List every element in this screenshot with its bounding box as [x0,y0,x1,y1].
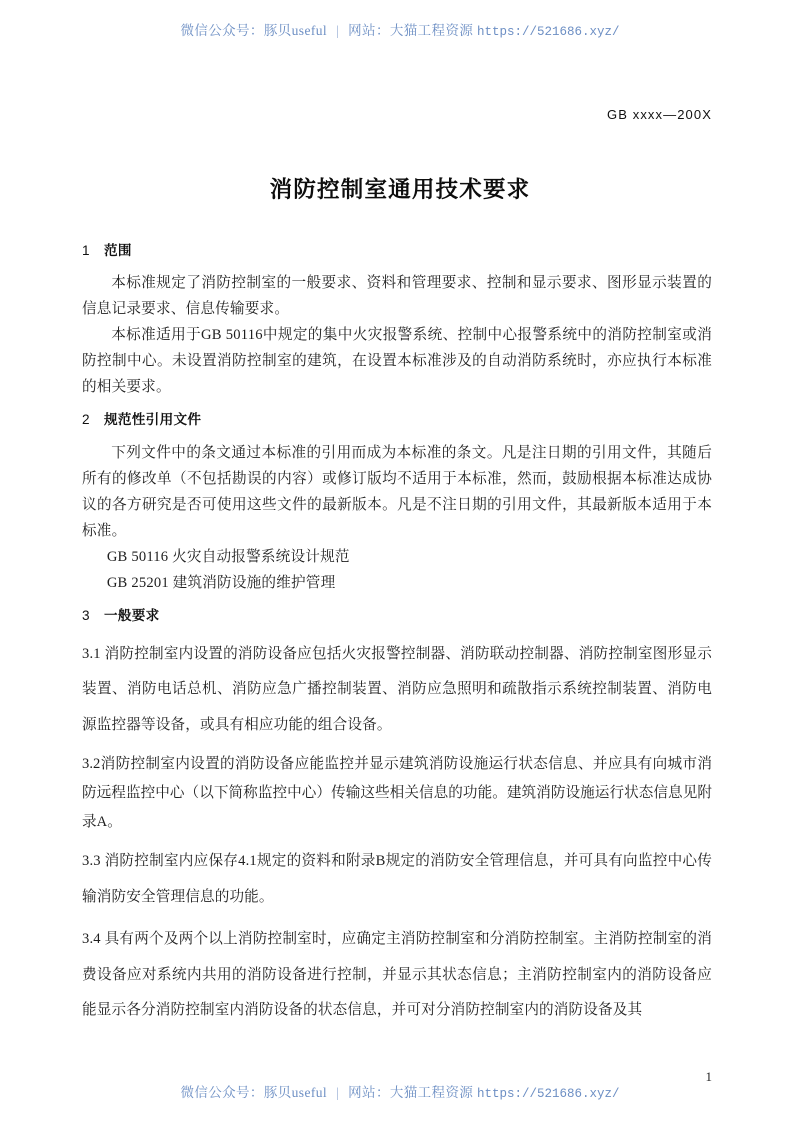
page-number: 1 [705,1069,712,1084]
watermark-separator: | [336,1085,340,1100]
section-heading-3 [82,608,712,624]
reference-item-gb50116: GB 50116 火灾自动报警系统设计规范 [106,548,350,565]
clause-3-2: 3.2消防控制室内设置的消防设备应能监控并显示建筑消防设施运行状态信息、并应具有向城市消防远程监控中心（以下简称监控中心）传输这些相关信息的功能。建筑消防设施运行状态信息见附录A。 [82,756,712,831]
watermark-wechat-label: 微信公众号：豚贝useful [180,23,328,38]
watermark-site-label: 网站：大猫工程资源 [348,23,474,38]
section-1-paragraph-2: 本标准适用于GB 50116中规定的集中火灾报警系统、控制中心报警系统中的消防控制室或消防控制中心。未设置消防控制室的建筑，在设置本标准涉及的自动消防系统时，亦应执行本标准的相关要求。 [82,327,712,396]
section-1-paragraph-1: 本标准规定了消防控制室的一般要求、资料和管理要求、控制和显示要求、图形显示装置的信息记录要求、信息传输要求。 [82,275,712,318]
standard-number: GB xxxx—200X [607,107,712,122]
header-watermark [0,19,800,39]
section-heading-2 [82,412,712,428]
watermark-url[interactable]: https://521686.xyz/ [477,1087,620,1101]
section-number-2: 2 [82,412,90,428]
watermark-wechat-label: 微信公众号：豚贝useful [180,1085,328,1100]
page-title: 消防控制室通用技术要求 [269,177,531,202]
footer-watermark [0,1081,800,1101]
watermark-site-label: 网站：大猫工程资源 [348,1085,474,1100]
section-heading-1 [82,243,712,259]
section-title-2: 规范性引用文件 [104,412,202,428]
clause-3-3: 3.3 消防控制室内应保存4.1规定的资料和附录B规定的消防安全管理信息，并可具有向监控中心传输消防安全管理信息的功能。 [82,853,712,905]
section-number-1: 1 [82,243,90,258]
reference-item-gb25201: GB 25201 建筑消防设施的维护管理 [106,574,336,591]
clause-3-1: 3.1 消防控制室内设置的消防设备应包括火灾报警控制器、消防联动控制器、消防控制室图形显示装置、消防电话总机、消防应急广播控制装置、消防应急照明和疏散指示系统控制装置、消防电源监控器等设备，或具有相应功能的组合设备。 [82,645,712,733]
clause-3-4: 3.4 具有两个及两个以上消防控制室时，应确定主消防控制室和分消防控制室。主消防控制室的消费设备应对系统内共用的消防设备进行控制，并显示其状态信息；主消防控制室内的消防设备应能显示各分消防控制室内消防设备的状态信息，并可对分消防控制室内的消防设备及其 [82,931,712,1019]
section-number-3: 3 [82,607,90,623]
document-body [82,243,712,1029]
section-title-1: 范围 [104,243,132,258]
watermark-url[interactable]: https://521686.xyz/ [477,25,620,39]
section-2-paragraph-1: 下列文件中的条文通过本标准的引用而成为本标准的条文。凡是注日期的引用文件，其随后所有的修改单（不包括勘误的内容）或修订版均不适用于本标准，然而，鼓励根据本标准达成协议的各方研究是否可使用这些文件的最新版本。凡是不注日期的引用文件，其最新版本适用于本标准。 [82,444,712,539]
section-title-3: 一般要求 [104,607,160,623]
watermark-separator: | [336,23,340,38]
